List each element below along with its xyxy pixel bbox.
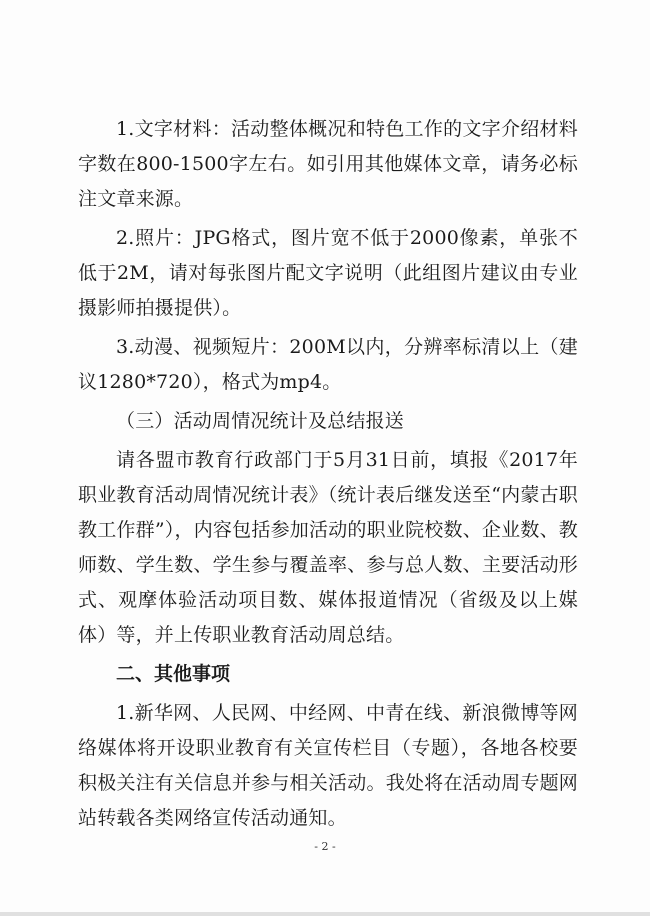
section-heading-other-matters: 二、其他事项 bbox=[116, 663, 231, 685]
page-number: - 2 - bbox=[314, 840, 336, 853]
subsection-heading-statistics: （三）活动周情况统计及总结报送 bbox=[116, 410, 405, 432]
paragraph-video: 3.动漫、视频短片：200M以内，分辨率标清以上（建议1280*720），格式为mp4。 bbox=[78, 336, 578, 393]
scan-bottom-edge bbox=[0, 912, 650, 916]
paragraph-text-materials: 1.文字材料：活动整体概况和特色工作的文字介绍材料字数在800-1500字左右。如引用其他媒体文章，请务必标注文章来源。 bbox=[78, 118, 578, 210]
document-body bbox=[78, 112, 578, 836]
paragraph-statistics-report: 请各盟市教育行政部门于5月31日前，填报《2017年职业教育活动周情况统计表》（统计表后继发送至“内蒙古职教工作群”），内容包括参加活动的职业院校数、企业数、教师数、学生数、学生参与覆盖率、参与总人数、主要活动形式、观摩体验活动项目数、媒体报道情况（省级及以上媒体）等，并上传职业教育活动周总结。 bbox=[78, 449, 578, 646]
paragraph-photos: 2.照片：JPG格式，图片宽不低于2000像素，单张不低于2M，请对每张图片配文字说明（此组图片建议由专业摄影师拍摄提供）。 bbox=[78, 227, 578, 319]
paragraph-online-media: 1.新华网、人民网、中经网、中青在线、新浪微博等网络媒体将开设职业教育有关宣传栏目（专题），各地各校要积极关注有关信息并参与相关活动。我处将在活动周专题网站转载各类网络宣传活动通知。 bbox=[78, 702, 578, 829]
